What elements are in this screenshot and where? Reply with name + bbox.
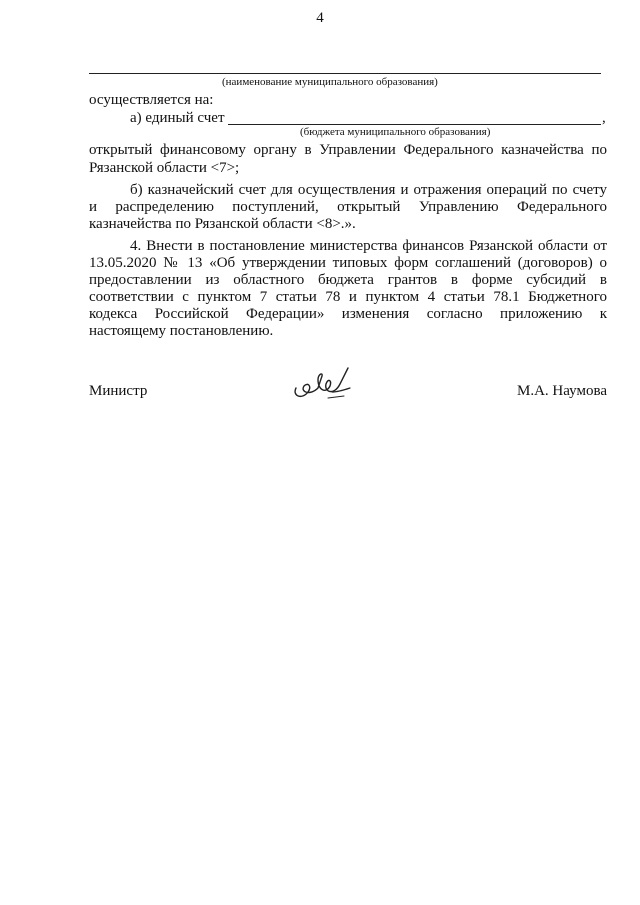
para-4-line: 4. Внести в постановление министерства финансов Рязанской области от [130,238,607,254]
para-a-line: Рязанской области <7>; [89,160,240,176]
item-a-comma: , [602,110,606,126]
para-b-line: и распределению поступлений, открытый Управлению Федерального [89,199,607,215]
budget-caption: (бюджета муниципального образования) [300,126,491,138]
para-4-line: кодекса Российской Федерации» изменения согласно приложению к [89,306,607,322]
para-4-line: предоставлении из областного бюджета грантов в форме субсидий в [89,272,607,288]
para-4-line: 13.05.2020 № 13 «Об утверждении типовых форм соглашений (договоров) о [89,255,607,271]
handwritten-signature [288,362,360,406]
signatory-name: М.А. Наумова [517,383,607,399]
budget-account-line [228,124,601,125]
page-number: 4 [316,10,324,26]
para-4-line: настоящему постановлению. [89,323,274,339]
para-4-line: соответствии с пунктом 7 статьи 78 и пунктом 4 статьи 78.1 Бюджетного [89,289,607,305]
signatory-position: Министр [89,383,148,399]
municipality-caption: (наименование муниципального образования) [222,76,438,88]
para-a-line: открытый финансовому органу в Управлении Федерального казначейства по [89,142,607,158]
implemented-line: осуществляется на: [89,92,214,108]
para-b-line: казначейства по Рязанской области <8>.». [89,216,356,232]
municipality-name-line [89,73,601,74]
para-b-line: б) казначейский счет для осуществления и отражения операций по счету [130,182,607,198]
item-a-label: а) единый счет [130,110,225,126]
